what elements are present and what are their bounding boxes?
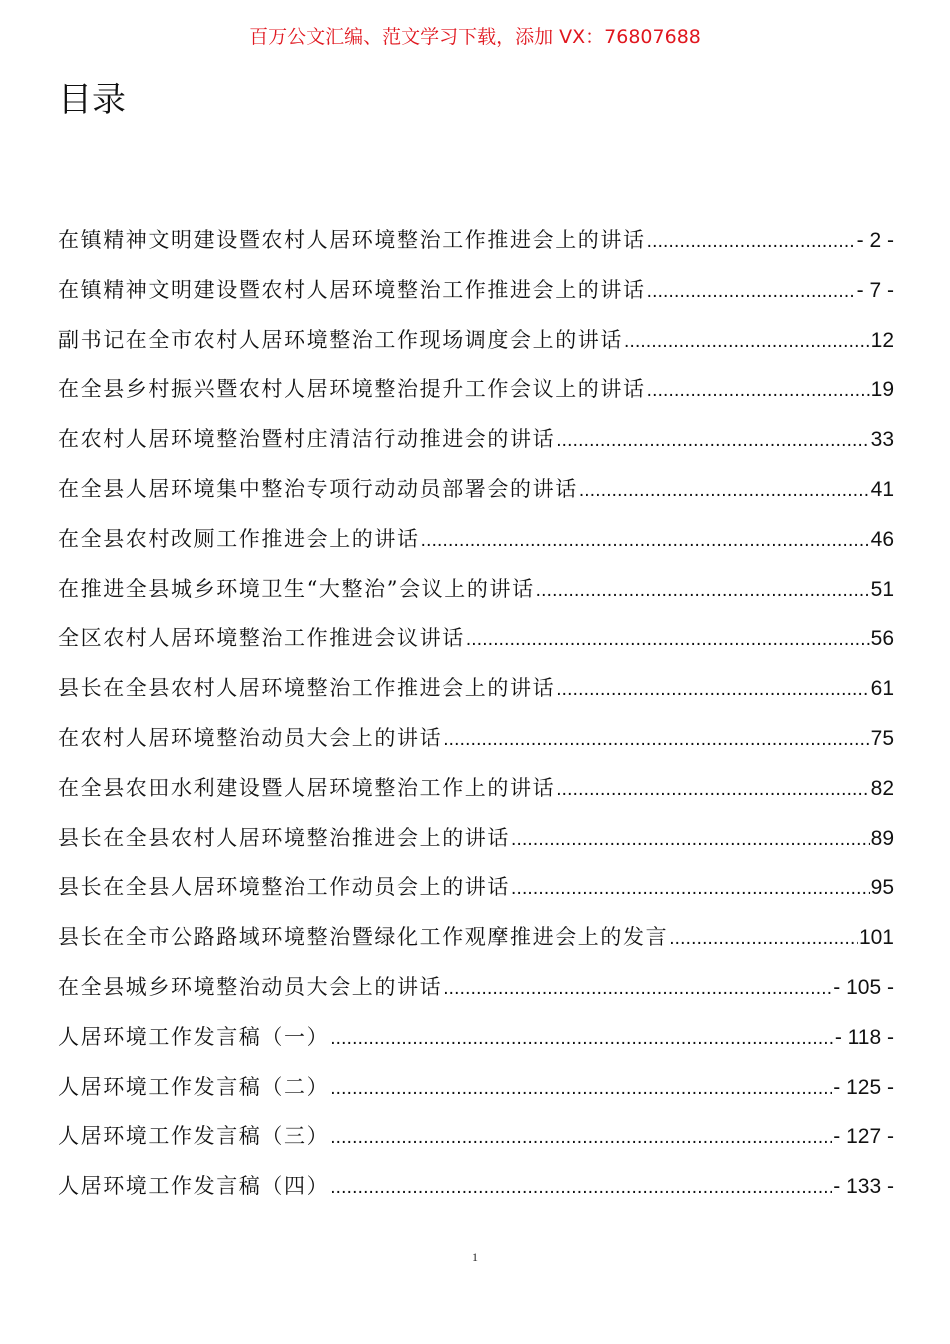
toc-entry-title: 县长在全县农村人居环境整治工作推进会上的讲话 bbox=[58, 676, 556, 701]
toc-entry-title: 在全县农村改厕工作推进会上的讲话 bbox=[58, 526, 420, 551]
toc-entry[interactable] bbox=[58, 274, 894, 324]
toc-entry-page: 61 bbox=[870, 677, 894, 701]
toc-entry[interactable] bbox=[58, 822, 894, 872]
toc-entry-title: 在全县农田水利建设暨人居环境整治工作上的讲话 bbox=[58, 775, 556, 800]
toc-entry[interactable] bbox=[58, 772, 894, 822]
toc-entry-page: 33 bbox=[870, 428, 894, 452]
toc-entry[interactable] bbox=[58, 224, 894, 274]
toc-entry[interactable] bbox=[58, 523, 894, 573]
toc-entry-title: 人居环境工作发言稿（二） bbox=[58, 1074, 330, 1099]
toc-entry-page: 89 bbox=[870, 826, 894, 850]
toc-entry-page: 46 bbox=[870, 527, 894, 551]
dot-leader bbox=[443, 729, 869, 751]
toc-entry-title: 在全县城乡环境整治动员大会上的讲话 bbox=[58, 974, 443, 999]
dot-leader bbox=[669, 928, 858, 950]
toc-entry-page: 95 bbox=[870, 876, 894, 900]
dot-leader bbox=[579, 480, 870, 502]
toc-entry[interactable] bbox=[58, 871, 894, 921]
dot-leader bbox=[330, 1127, 832, 1149]
dot-leader bbox=[330, 1028, 834, 1050]
toc-entry-title: 全区农村人居环境整治工作推进会议讲话 bbox=[58, 626, 465, 651]
toc-entry[interactable] bbox=[58, 1170, 894, 1220]
toc-entry-page: 82 bbox=[870, 776, 894, 800]
dot-leader bbox=[421, 530, 870, 552]
toc-entry-title: 县长在全市公路路域环境整治暨绿化工作观摩推进会上的发言 bbox=[58, 925, 669, 950]
toc-entry[interactable] bbox=[58, 622, 894, 672]
dot-leader bbox=[536, 580, 870, 602]
dot-leader bbox=[556, 679, 869, 701]
table-of-contents bbox=[58, 224, 894, 1220]
toc-entry[interactable] bbox=[58, 324, 894, 374]
toc-entry-page: 56 bbox=[870, 627, 894, 651]
toc-entry-title: 在镇精神文明建设暨农村人居环境整治工作推进会上的讲话 bbox=[58, 228, 646, 252]
toc-entry[interactable] bbox=[58, 921, 894, 971]
toc-entry[interactable] bbox=[58, 423, 894, 473]
toc-entry[interactable] bbox=[58, 1120, 894, 1170]
dot-leader bbox=[330, 1078, 832, 1100]
toc-entry[interactable] bbox=[58, 672, 894, 722]
dot-leader bbox=[647, 231, 856, 253]
dot-leader bbox=[466, 629, 870, 651]
toc-entry-page: - 127 - bbox=[833, 1125, 894, 1149]
toc-entry-page: 12 bbox=[870, 328, 894, 352]
toc-entry-page: 101 bbox=[858, 926, 894, 950]
toc-entry-title: 在农村人居环境整治动员大会上的讲话 bbox=[58, 725, 443, 750]
toc-entry[interactable] bbox=[58, 373, 894, 423]
toc-entry-title: 县长在全县人居环境整治工作动员会上的讲话 bbox=[58, 875, 510, 900]
toc-entry[interactable] bbox=[58, 473, 894, 523]
dot-leader bbox=[647, 281, 856, 303]
toc-title: 目录 bbox=[58, 80, 126, 120]
toc-entry-title: 县长在全县农村人居环境整治推进会上的讲话 bbox=[58, 825, 510, 850]
toc-entry-page: 75 bbox=[870, 726, 894, 750]
toc-entry-page: - 125 - bbox=[833, 1075, 894, 1099]
toc-entry-title: 在全县乡村振兴暨农村人居环境整治提升工作会议上的讲话 bbox=[58, 377, 646, 402]
toc-entry-title: 在全县人居环境集中整治专项行动动员部署会的讲话 bbox=[58, 476, 578, 501]
toc-entry[interactable] bbox=[58, 1071, 894, 1121]
toc-entry[interactable] bbox=[58, 573, 894, 623]
dot-leader bbox=[556, 779, 869, 801]
toc-entry-title: 副书记在全市农村人居环境整治工作现场调度会上的讲话 bbox=[58, 327, 623, 352]
toc-entry-page: 41 bbox=[870, 477, 894, 501]
dot-leader bbox=[624, 331, 870, 353]
dot-leader bbox=[556, 430, 869, 452]
toc-entry-page: - 118 - bbox=[834, 1025, 894, 1049]
toc-entry-page: 51 bbox=[870, 577, 894, 601]
toc-entry-title: 人居环境工作发言稿（三） bbox=[58, 1124, 330, 1149]
toc-entry-title: 在农村人居环境整治暨村庄清洁行动推进会的讲话 bbox=[58, 427, 556, 452]
toc-entry-title: 在推进全县城乡环境卫生“大整治”会议上的讲话 bbox=[58, 576, 535, 601]
dot-leader bbox=[443, 978, 832, 1000]
toc-entry-title: 人居环境工作发言稿（一） bbox=[58, 1024, 330, 1049]
dot-leader bbox=[511, 829, 870, 851]
toc-entry-page: - 133 - bbox=[833, 1175, 894, 1199]
watermark-banner: 百万公文汇编、范文学习下载，添加 VX：76807688 bbox=[249, 26, 701, 48]
toc-entry[interactable] bbox=[58, 722, 894, 772]
toc-entry-title: 人居环境工作发言稿（四） bbox=[58, 1174, 330, 1199]
toc-entry[interactable] bbox=[58, 1021, 894, 1071]
toc-entry-page: - 7 - bbox=[856, 278, 894, 302]
toc-entry[interactable] bbox=[58, 971, 894, 1021]
dot-leader bbox=[330, 1177, 832, 1199]
toc-entry-page: 19 bbox=[870, 378, 894, 402]
toc-entry-title: 在镇精神文明建设暨农村人居环境整治工作推进会上的讲话 bbox=[58, 277, 646, 302]
toc-entry-page: - 105 - bbox=[833, 975, 894, 999]
page-number: 1 bbox=[472, 1250, 478, 1264]
toc-entry-page: - 2 - bbox=[856, 229, 894, 252]
dot-leader bbox=[511, 878, 870, 900]
dot-leader bbox=[647, 380, 870, 402]
